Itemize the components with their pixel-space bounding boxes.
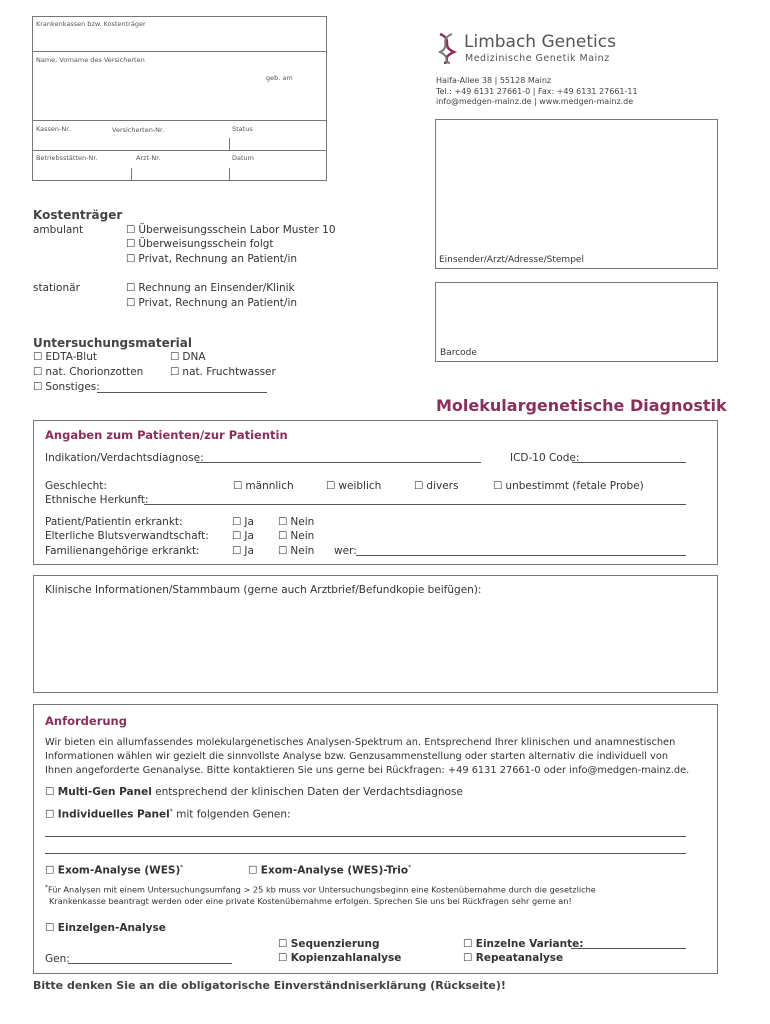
- gen-field[interactable]: [68, 963, 232, 964]
- indikation-label: Indikation/Verdachtsdiagnose:: [45, 452, 204, 464]
- blutsverwandt-label: Elterliche Blutsverwandtschaft:: [45, 530, 209, 542]
- wer-label: wer:: [334, 545, 357, 557]
- individuell-checkbox[interactable]: ☐ Individuelles Panel* mit folgenden Genen:: [45, 808, 291, 821]
- ambulant-label: ambulant: [33, 224, 84, 236]
- erkrankt-nein[interactable]: ☐ Nein: [278, 516, 314, 528]
- exom-checkbox[interactable]: ☐ Exom-Analyse (WES)*: [45, 864, 184, 877]
- repeat-checkbox[interactable]: ☐ Repeatanalyse: [463, 952, 564, 964]
- ambulant-opt-2[interactable]: ☐ Überweisungsschein folgt: [126, 238, 274, 250]
- familie-label: Familienangehörige erkrankt:: [45, 545, 200, 557]
- exom-trio-checkbox[interactable]: ☐ Exom-Analyse (WES)-Trio*: [248, 864, 412, 877]
- anforderung-title: Anforderung: [45, 714, 127, 728]
- multigen-checkbox[interactable]: ☐ Multi-Gen Panel entsprechend der klinischen Daten der Verdachtsdiagnose: [45, 786, 463, 798]
- kopien-checkbox[interactable]: ☐ Kopienzahlanalyse: [278, 952, 402, 964]
- blutsverwandt-ja[interactable]: ☐ Ja: [232, 530, 254, 542]
- patient-title: Angaben zum Patienten/zur Patientin: [45, 428, 288, 442]
- exom-trio-asterisk: *: [408, 864, 412, 871]
- ambulant-opt-1[interactable]: ☐ Überweisungsschein Labor Muster 10: [126, 224, 336, 236]
- footer-note: Bitte denken Sie an die obligatorische Einverständniserklärung (Rückseite)!: [33, 979, 506, 992]
- stationaer-opt-2[interactable]: ☐ Privat, Rechnung an Patient/in: [126, 297, 297, 309]
- herkunft-field[interactable]: [144, 504, 686, 505]
- arzt-nr-label: Arzt-Nr.: [136, 154, 161, 162]
- gene-line-1[interactable]: [45, 836, 686, 837]
- name-label: Name, Vorname des Versicherten: [36, 56, 145, 64]
- barcode-box: [435, 282, 718, 362]
- stationaer-opt-1[interactable]: ☐ Rechnung an Einsender/Klinik: [126, 282, 295, 294]
- einzelgen-label: Einzelgen-Analyse: [57, 922, 166, 934]
- footnote-1-text: Für Analysen mit einem Untersuchungsumfang > 25 kb muss vor Untersuchungsbeginn eine Kostenübernahme durch die gesetzliche: [48, 884, 596, 895]
- sequenz-label: Sequenzierung: [290, 938, 380, 950]
- brand-address: Haifa-Allee 38 | 55128 Mainz: [436, 76, 552, 85]
- variante-field[interactable]: [571, 948, 686, 949]
- kopien-label: Kopienzahlanalyse: [290, 952, 402, 964]
- multigen-rest: entsprechend der klinischen Daten der Verdachtsdiagnose: [155, 786, 463, 798]
- brand-subtitle: Medizinische Genetik Mainz: [465, 53, 610, 64]
- erkrankt-label: Patient/Patientin erkrankt:: [45, 516, 183, 528]
- material-title: Untersuchungsmaterial: [33, 336, 192, 350]
- weiblich-checkbox[interactable]: ☐ weiblich: [326, 480, 381, 492]
- chorion-checkbox[interactable]: ☐ nat. Chorionzotten: [33, 366, 143, 378]
- einzelgen-checkbox[interactable]: ☐ Einzelgen-Analyse: [45, 922, 166, 934]
- gene-line-2[interactable]: [45, 853, 686, 854]
- herkunft-label: Ethnische Herkunft:: [45, 494, 149, 506]
- einsender-label: Einsender/Arzt/Adresse/Stempel: [439, 255, 584, 265]
- geb-label: geb. am: [266, 74, 293, 82]
- brand-name: Limbach Genetics: [464, 32, 616, 52]
- divers-checkbox[interactable]: ☐ divers: [414, 480, 458, 492]
- individuell-bold: Individuelles Panel: [57, 808, 170, 821]
- familie-nein[interactable]: ☐ Nein: [278, 545, 314, 557]
- exom-label: Exom-Analyse (WES): [57, 864, 181, 877]
- indikation-field[interactable]: [196, 462, 481, 463]
- sequenz-checkbox[interactable]: ☐ Sequenzierung: [278, 938, 380, 950]
- krankenkasse-label: Krankenkassen bzw. Kostenträger: [36, 20, 146, 28]
- status-label: Status: [232, 125, 253, 133]
- klinisch-label: Klinische Informationen/Stammbaum (gerne auch Arztbrief/Befundkopie beifügen):: [45, 584, 482, 596]
- kassen-nr-label: Kassen-Nr.: [36, 125, 71, 133]
- brand-tel: Tel.: +49 6131 27661-0 | Fax: +49 6131 27661-11: [436, 87, 638, 96]
- maennlich-checkbox[interactable]: ☐ männlich: [233, 480, 294, 492]
- datum-label: Datum: [232, 154, 254, 162]
- variante-label: Einzelne Variante:: [475, 938, 584, 950]
- erkrankt-ja[interactable]: ☐ Ja: [232, 516, 254, 528]
- unbestimmt-checkbox[interactable]: ☐ unbestimmt (fetale Probe): [493, 480, 644, 492]
- variante-checkbox[interactable]: ☐ Einzelne Variante:: [463, 938, 584, 950]
- sonstiges-checkbox[interactable]: ☐ Sonstiges:: [33, 381, 100, 393]
- anforderung-intro-1: Wir bieten ein allumfassendes molekulargenetisches Analysen-Spektrum an. Entsprechend Ihrer klinischen und anamnestischen: [45, 737, 676, 748]
- footnote-asterisk: *: [45, 884, 48, 891]
- versicherten-nr-label: Versicherten-Nr.: [112, 126, 165, 134]
- multigen-bold: Multi-Gen Panel: [57, 786, 152, 798]
- fruchtwasser-checkbox[interactable]: ☐ nat. Fruchtwasser: [170, 366, 276, 378]
- dna-helix-logo: [436, 32, 458, 64]
- gen-label: Gen:: [45, 953, 70, 965]
- einsender-box[interactable]: [435, 119, 718, 269]
- dna-checkbox[interactable]: ☐ DNA: [170, 351, 206, 363]
- repeat-label: Repeatanalyse: [475, 952, 564, 964]
- blutsverwandt-nein[interactable]: ☐ Nein: [278, 530, 314, 542]
- individuell-asterisk: *: [169, 808, 173, 815]
- kostentraeger-title: Kostenträger: [33, 208, 123, 222]
- barcode-label: Barcode: [440, 348, 477, 358]
- anforderung-intro-2: Informationen wählen wir gezielt die sinnvollste Analyse bzw. Genzusammenstellung oder starten alternativ die individuell von: [45, 751, 669, 762]
- betriebsstaetten-label: Betriebsstätten-Nr.: [36, 154, 98, 162]
- exom-trio-label: Exom-Analyse (WES)-Trio: [260, 864, 409, 877]
- familie-ja[interactable]: ☐ Ja: [232, 545, 254, 557]
- icd-field[interactable]: [572, 462, 686, 463]
- edta-checkbox[interactable]: ☐ EDTA-Blut: [33, 351, 97, 363]
- geschlecht-label: Geschlecht:: [45, 480, 107, 492]
- document-title: Molekulargenetische Diagnostik: [436, 396, 727, 415]
- stationaer-label: stationär: [33, 282, 80, 294]
- brand-web: info@medgen-mainz.de | www.medgen-mainz.de: [436, 97, 634, 106]
- ambulant-opt-3[interactable]: ☐ Privat, Rechnung an Patient/in: [126, 253, 297, 265]
- anforderung-intro-3: Ihnen angeforderte Genanalyse. Bitte kontaktieren Sie uns gerne bei Rückfragen: +49 6131 27661-0 oder info@medgen-mainz.de.: [45, 765, 690, 776]
- footnote-1: [45, 884, 596, 895]
- exom-asterisk: *: [180, 864, 184, 871]
- individuell-rest: mit folgenden Genen:: [176, 808, 291, 821]
- wer-field[interactable]: [356, 555, 686, 556]
- sonstiges-field[interactable]: [97, 392, 267, 393]
- footnote-2: Krankenkasse beantragt werden oder eine private Kostenübernahme erfolgen. Sprechen Sie uns bei Rückfragen sehr gerne an!: [49, 896, 572, 906]
- icd-label: ICD-10 Code:: [510, 452, 580, 464]
